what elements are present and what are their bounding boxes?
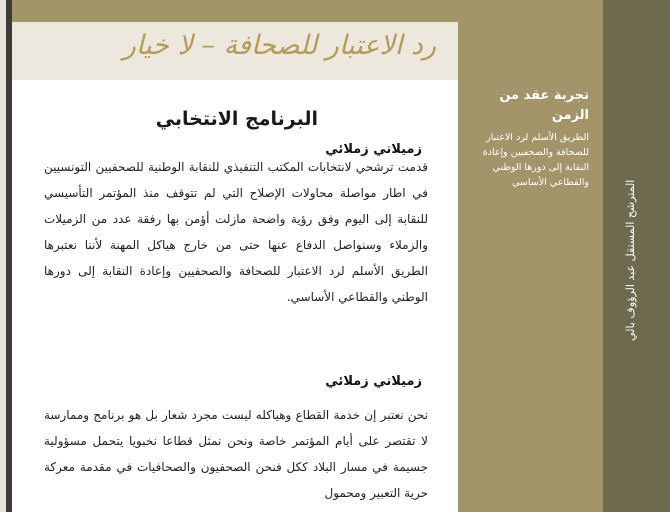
greeting-1: زميلاتي زملائي	[325, 142, 422, 157]
greeting-2: زميلاتي زملائي	[325, 374, 422, 389]
headline-band	[12, 22, 458, 80]
paragraph-2: نحن نعتبر إن خدمة القطاع وهياكله ليست مجرد شعار بل هو برنامج وممارسة لا تقتصر على أيام المؤتمر خاصة ونحن نمثل قطاعا نخبويا يتحمل مسؤولية جسيمة في مسار البلاد ككل فنحن الصحفيون والصحافيات في مقدمة معركة حرية التعبير ومحمول	[44, 408, 428, 500]
sidebar-panel	[458, 0, 603, 512]
headline: رد الاعتبار للصحافة – لا خيار	[122, 30, 436, 61]
program-title: البرنامج الانتخابي	[155, 108, 318, 130]
paragraph-1: قدمت ترشحي لانتخابات المكتب التنفيذي للنقابة الوطنية للصحفيين التونسيين في اطار مواصلة محاولات الإصلاح التي لم تتوقف منذ المؤتمر التأسيسي للنقابة إلى اليوم وفق رؤية واضحة مازلت أؤمن بها رفقة عدد من الزميلات والزملاء وسنواصل الدفاع عنها حتى من خارج هياكل المهنة لأننا نعتبرها الطريق الأسلم لرد الاعتبار للصحافة والصحفيين وإعادة النقابة إلى دورها الوطني والقطاعي الأساسي.	[44, 160, 428, 304]
document-page	[12, 80, 458, 512]
sidebar-title: تجربة عقد من الزمن	[499, 88, 589, 123]
sidebar-body: الطريق الأسلم لرد الاعتبار للصحافة والصحفيين وإعادة النقابة إلى دورها الوطني والقطاعي الأساسي	[482, 132, 589, 188]
top-gold-band	[12, 0, 458, 22]
candidate-name-vertical: المترشح المستقل عبد الرؤوف بالي	[624, 180, 637, 342]
